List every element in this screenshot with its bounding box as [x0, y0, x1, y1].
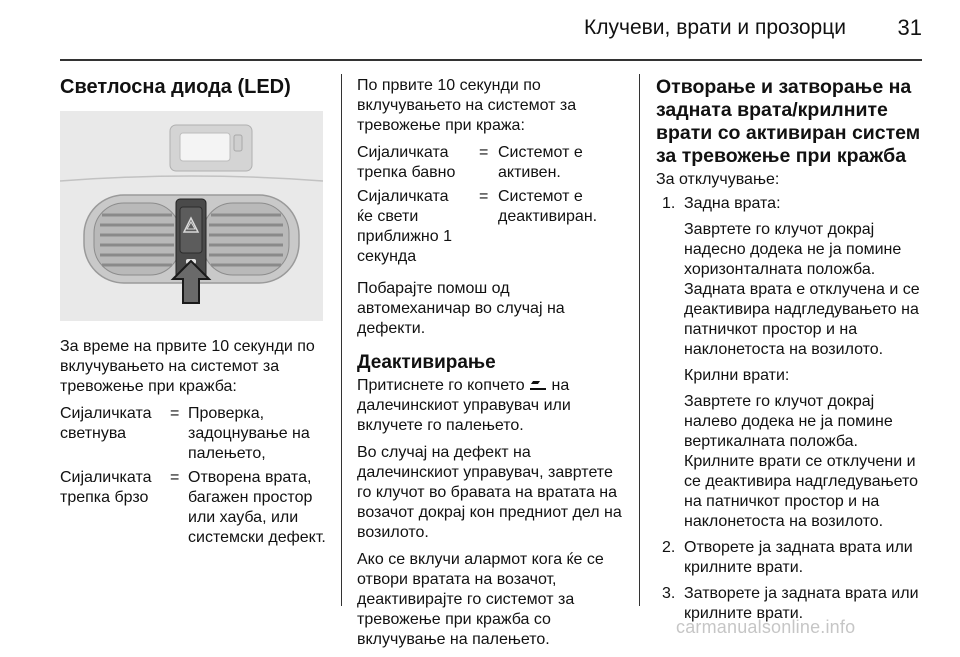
led-state-value: Системот е деактивиран.	[498, 188, 598, 225]
led-state-row	[60, 404, 328, 462]
list-item-paragraph: Завртете го клучот докрај налево додека не ја помине вертикалната положба. Крилните врати се отклучени и се деактивира надгледувањето на патничкот простор и на наклонетоста на возилото.	[684, 393, 919, 530]
list-item-paragraph: Завртете го клучот докрај надесно додека не ја помине хоризонталната положба. Задната врата е отклучена и се деактивира надгледувањето на патничкот простор и на наклонетоста на возилото.	[684, 221, 920, 358]
led-state-row	[357, 187, 627, 267]
list-item-label: Задна врата:	[684, 195, 781, 212]
led-intro-after-10s: По првите 10 секунди по вклучувањето на системот за тревожење при кража:	[357, 77, 577, 134]
unlock-steps-list	[656, 194, 924, 624]
led-state-row	[60, 468, 328, 546]
led-state-key: Сијаличката трепка брзо	[60, 469, 152, 506]
help-paragraph: Побарајте помош од автомеханичар во случај на дефекти.	[357, 280, 565, 337]
led-state-value: Проверка, задоцнување на палењето,	[188, 405, 310, 462]
deactivation-paragraph: Притиснете го копчето на далечинскиот управувач или вклучете го палењето.	[357, 377, 571, 434]
list-item	[656, 194, 924, 532]
middle-column	[357, 76, 627, 657]
led-state-key: Сијаличката светнува	[60, 405, 152, 442]
led-state-key: Сијаличката ќе свети приближно 1 секунда	[357, 188, 452, 265]
led-state-value: Системот е активен.	[498, 144, 583, 181]
list-item-paragraph: Крилни врати:	[684, 367, 790, 384]
dashboard-led-illustration	[60, 111, 323, 321]
list-item	[656, 538, 924, 578]
remote-failure-paragraph: Во случај на дефект на далечинскиот управувач, завртете го клучот во бравата на вратата на возачот докрај кон предниот дел на возилото.	[357, 444, 622, 541]
watermark: carmanualsonline.info	[676, 617, 856, 637]
equals-sign: =	[170, 405, 180, 422]
equals-sign: =	[170, 469, 180, 486]
list-item-label: Отворете ја задната врата или крилните врати.	[684, 539, 913, 576]
list-item-number: 1.	[662, 195, 676, 212]
led-state-row	[357, 143, 627, 183]
list-item-number: 3.	[662, 585, 676, 602]
section-heading-led: Светлосна диода (LED)	[60, 76, 291, 98]
led-intro-first-10s: За време на првите 10 секунди по вклучувањето на системот за тревожење при кражба:	[60, 338, 315, 395]
section-heading-deactivation: Деактивирање	[357, 352, 496, 373]
remote-unlock-button-icon	[530, 379, 546, 391]
led-state-value: Отворена врата, багажен простор или хауба, или системски дефект.	[188, 469, 326, 546]
equals-sign: =	[479, 144, 489, 161]
list-item-number: 2.	[662, 539, 676, 556]
led-state-key: Сијаличката трепка бавно	[357, 144, 456, 181]
left-column	[60, 76, 328, 546]
right-column	[656, 76, 924, 630]
section-heading-rear-doors: Отворање и затворање на задната врата/крилните врати со активиран систем за тревожење при кражба	[656, 76, 921, 167]
column-divider-1	[341, 74, 342, 606]
unlock-label: За отклучување:	[656, 171, 780, 188]
equals-sign: =	[479, 188, 489, 205]
list-item-label: Затворете ја задната врата или крилните врати.	[684, 585, 919, 622]
alarm-trigger-paragraph: Ако се вклучи алармот кога ќе се отвори вратата на возачот, деактивирајте го системот за тревожење при кражба со вклучување на палењето.	[357, 551, 604, 648]
running-header-title: Клучеви, врати и прозорци	[584, 16, 846, 39]
column-divider-2	[639, 74, 640, 606]
vent-hazard-button-drawing	[60, 111, 323, 321]
page-number: 31	[897, 15, 922, 40]
header-rule	[60, 59, 922, 61]
